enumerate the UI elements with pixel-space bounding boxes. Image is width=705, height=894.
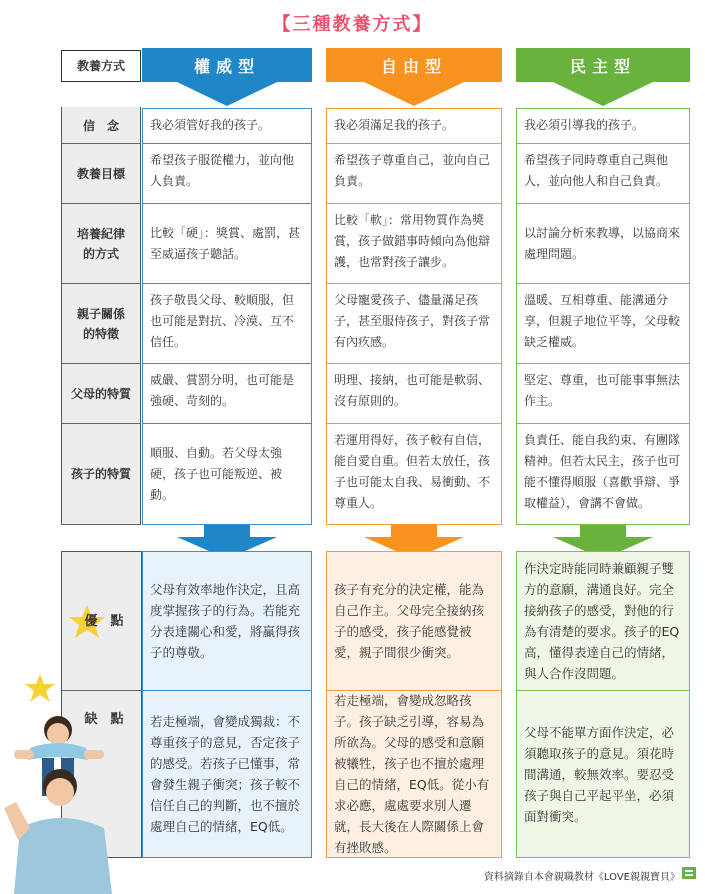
cell-discipline-authoritarian: 比較「硬」：獎賞、處罰，甚至威逼孩子聽話。 (142, 203, 312, 284)
label-divider (61, 363, 141, 364)
logo-icon (682, 867, 696, 879)
cell-pros-democratic: 作決定時能同時兼顧親子雙方的意願，溝通良好。完全接納孩子的感受，對他的行為有清楚的要求。孩子的EQ高，懂得表達自己的情緒，與人合作沒問題。 (516, 551, 690, 691)
cell-belief-permissive: 我必須滿足我的孩子。 (326, 108, 502, 144)
source-note: 資料摘錄自本會親職教材《LOVE親親寶貝》 (483, 872, 680, 883)
label-divider (61, 143, 141, 144)
cell-belief-democratic: 我必須引導我的孩子。 (516, 108, 690, 144)
label-divider (61, 203, 141, 204)
cell-cons-democratic: 父母不能單方面作決定，必須聽取孩子的意見。須花時間溝通，較無效率。要忍受孩子與自己平起平坐，必須面對衝突。 (516, 690, 690, 858)
arrow-permissive-top (326, 82, 502, 106)
row-label-goal: 教養目標 (76, 167, 125, 181)
row-label-child-traits: 孩子的特質 (70, 467, 131, 481)
cell-relationship-permissive: 父母寵愛孩子、儘量滿足孩子，甚至服侍孩子，對孩子常有內疚感。 (326, 283, 502, 364)
header-label: 教養方式 (61, 50, 141, 82)
label-divider (61, 283, 141, 284)
arrow-democratic-top (516, 82, 690, 106)
cell-discipline-democratic: 以討論分析來教導，以協商來處理問題。 (516, 203, 690, 284)
cell-parent-traits-permissive: 明理、接納，也可能是軟弱、沒有原則的。 (326, 363, 502, 424)
arrow-authoritarian-top (142, 82, 312, 106)
cell-goal-permissive: 希望孩子尊重自己，並向自己負責。 (326, 143, 502, 204)
cell-pros-authoritarian: 父母有效率地作決定，且高度掌握孩子的行為。若能充分表達關心和愛，將贏得孩子的尊敬。 (142, 551, 312, 691)
cell-child-traits-democratic: 負責任、能自我約束、有團隊精神。但若太民主，孩子也可能不懂得順服（喜歡爭辯、爭取權益），會講不會做。 (516, 423, 690, 525)
cell-child-traits-permissive: 若運用得好，孩子較有自信，能自愛自重。但若太放任，孩子也可能太自我、易衝動、不尊重人。 (326, 423, 502, 525)
parent-child-illustration (0, 668, 140, 894)
summary-label-cons: 缺 點 (84, 712, 124, 727)
cell-discipline-permissive: 比較「軟」：常用物質作為獎賞，孩子做錯事時傾向為他辯護，也常對孩子讓步。 (326, 203, 502, 284)
cell-parent-traits-democratic: 堅定、尊重，也可能事事無法作主。 (516, 363, 690, 424)
header-permissive: 自由型 (326, 48, 502, 82)
cell-parent-traits-authoritarian: 威嚴、賞罰分明，也可能是強硬、苛刻的。 (142, 363, 312, 424)
cell-cons-permissive: 若走極端，會變成忽略孩子。孩子缺乏引導，容易為所欲為。父母的感受和意願被犧牲，孩子也不擅於處理自己的情緒，EQ低。從小有求必應，處處要求別人遷就，長大後在人際關係上會有挫敗感。 (326, 690, 502, 858)
cell-pros-permissive: 孩子有充分的決定權，能為自己作主。父母完全接納孩子的感受，孩子能感覺被愛，親子間很少衝突。 (326, 551, 502, 691)
cell-relationship-democratic: 溫暖、互相尊重、能溝通分享，但親子地位平等，父母較缺乏權威。 (516, 283, 690, 364)
label-divider (61, 423, 141, 424)
row-label-discipline: 培養紀律的方式 (76, 227, 125, 261)
cell-belief-authoritarian: 我必須管好我的孩子。 (142, 108, 312, 144)
cell-cons-authoritarian: 若走極端，會變成獨裁：不尊重孩子的意見，否定孩子的感受。若孩子已懂事，常會發生親子衝突；孩子較不信任自己的判斷，也不擅於處理自己的情緒，EQ低。 (142, 690, 312, 858)
page-title: 【三種教養方式】 (272, 14, 433, 35)
summary-label-pros: 優 點 (84, 614, 124, 629)
cell-goal-democratic: 希望孩子同時尊重自己與他人，並向他人和自己負責。 (516, 143, 690, 204)
cell-goal-authoritarian: 希望孩子服從權力，並向他人負責。 (142, 143, 312, 204)
row-label-parent-traits: 父母的特質 (70, 387, 131, 401)
row-label-relationship: 親子關係的特徵 (76, 307, 125, 341)
row-label-belief: 信 念 (82, 119, 119, 133)
header-authoritarian: 權威型 (142, 48, 312, 82)
cell-relationship-authoritarian: 孩子敬畏父母、較順服，但也可能是對抗、冷漠、互不信任。 (142, 283, 312, 364)
cell-child-traits-authoritarian: 順服、自動。若父母太強硬，孩子也可能叛逆、被動。 (142, 423, 312, 525)
header-democratic: 民主型 (516, 48, 690, 82)
label-divider (61, 524, 141, 525)
